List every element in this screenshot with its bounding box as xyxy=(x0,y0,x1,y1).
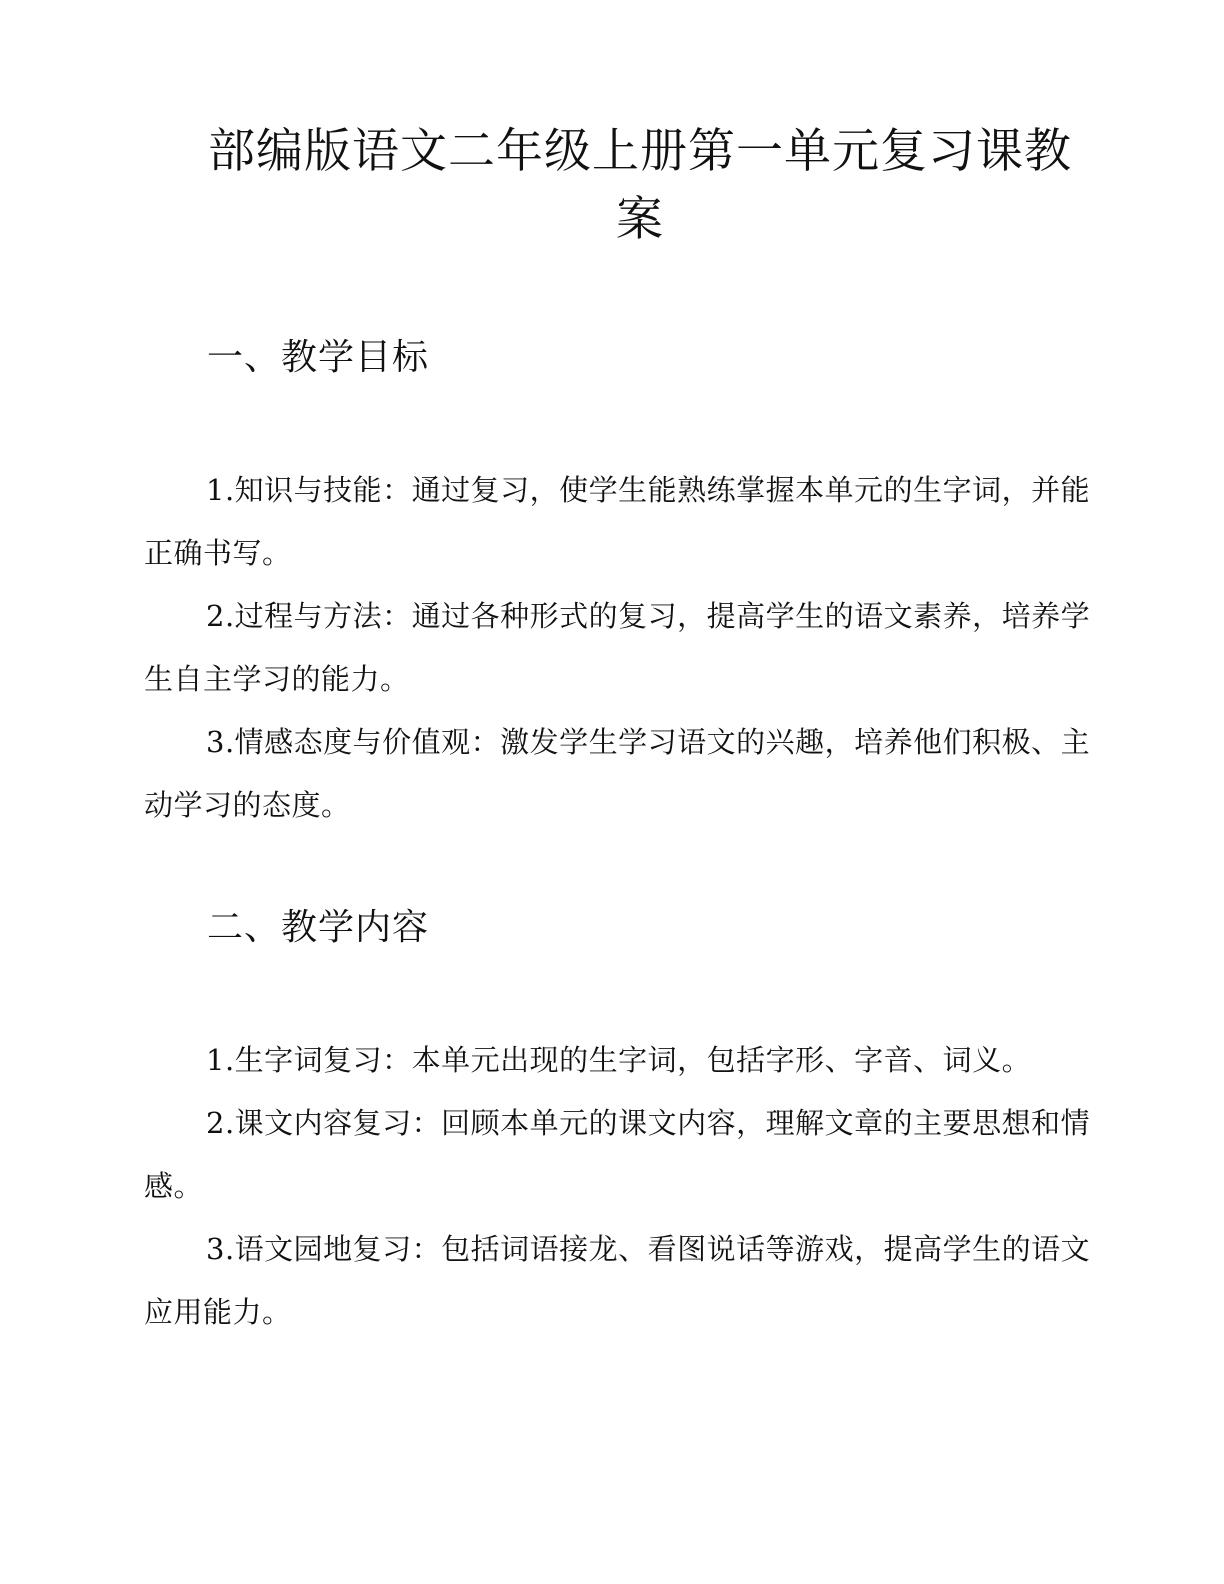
objective-item-1-text: 1.知识与技能：通过复习，使学生能熟练掌握本单元的生字词，并能正确书写。 xyxy=(144,473,1091,570)
content-item-3-text: 3.语文园地复习：包括词语接龙、看图说话等游戏，提高学生的语文应用能力。 xyxy=(144,1232,1091,1329)
content-item-2 xyxy=(144,1092,1104,1218)
objective-item-2 xyxy=(144,585,1104,711)
content-item-3 xyxy=(144,1218,1104,1344)
objective-item-1 xyxy=(144,459,1104,585)
section-heading-content: 二、教学内容 xyxy=(207,907,430,948)
content-item-1 xyxy=(144,1029,1104,1092)
document-title: 部编版语文二年级上册第一单元复习课教案 xyxy=(208,124,1072,247)
section-heading-objectives: 一、教学目标 xyxy=(207,337,430,378)
objective-item-2-text: 2.过程与方法：通过各种形式的复习，提高学生的语文素养，培养学生自主学习的能力。 xyxy=(144,599,1091,696)
objective-item-3 xyxy=(144,711,1104,837)
objective-item-3-text: 3.情感态度与价值观：激发学生学习语文的兴趣，培养他们积极、主动学习的态度。 xyxy=(144,725,1091,822)
content-item-1-text: 1.生字词复习：本单元出现的生字词，包括字形、字音、词义。 xyxy=(206,1043,1032,1077)
content-item-2-text: 2.课文内容复习：回顾本单元的课文内容，理解文章的主要思想和情感。 xyxy=(144,1106,1091,1203)
